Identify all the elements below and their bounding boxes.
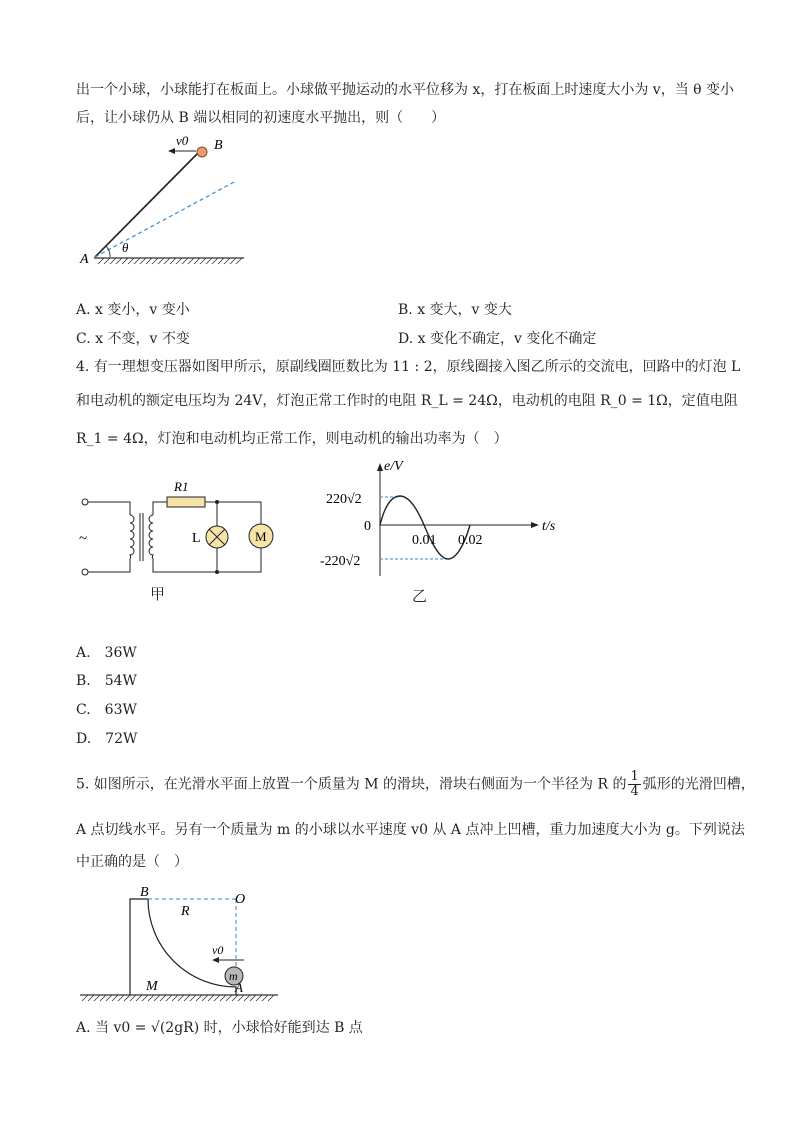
q4-caption-jia: 甲 [150,585,166,603]
q4-label-r1: R1 [174,479,189,494]
q5-text-line2: A 点切线水平。另有一个质量为 m 的小球以水平速度 v0 从 A 点冲上凹槽，重力加速度大小为 g。下列说法 [76,822,745,838]
q4-voltage-graph [318,458,568,588]
q3-figure-incline [78,133,258,268]
q4-graph-tick-002: 0.02 [458,533,483,548]
q4-circuit-diagram [76,473,286,598]
q5-label-v0: v0 [212,943,224,957]
q3-option-b[interactable]: B. x 变大，v 变大 [398,302,512,318]
q5-label-O: O [235,892,246,907]
q3-label-theta: θ [122,240,129,255]
q3-label-v0: v0 [176,133,189,148]
q5-text-line3: 中正确的是（ ） [76,854,188,870]
q4-option-b[interactable]: B. 54W [76,673,137,689]
q4-option-c[interactable]: C. 63W [76,702,137,718]
dashed-board [95,181,236,257]
ball-icon [197,147,207,157]
q5-label-R: R [181,904,190,919]
q5-text-line1b: 弧形的光滑凹槽， [642,776,755,793]
incline-board [95,153,198,257]
q3-option-a[interactable]: A. x 变小，v 变小 [76,302,190,318]
resistor-r1 [167,497,205,507]
sine-curve [380,496,470,559]
q4-graph-ymin: -220√2 [320,554,361,569]
q4-graph-ymax: 220√2 [326,492,362,507]
q5-option-a[interactable]: A. 当 v0 = √(2gR) 时，小球恰好能到达 B 点 [76,1020,363,1036]
q4-text-line3: R_1 = 4Ω，灯泡和电动机均正常工作，则电动机的输出功率为（ ） [76,431,508,447]
q5-label-m: m [229,969,238,983]
q4-graph-xlabel: t/s [542,519,556,534]
q5-label-M: M [146,979,158,994]
q3-text-line2: 后，让小球仍从 B 端以相同的初速度水平抛出，则（ ） [76,110,446,126]
q4-text-line1: 4. 有一理想变压器如图甲所示，原副线圈匝数比为 11 : 2，原线圈接入图乙所示的交流电，回路中的灯泡 L [76,359,741,375]
q5-figure-slider [76,880,286,1010]
q4-graph-tick-001: 0.01 [412,533,437,548]
q3-label-B: B [214,138,223,153]
q4-option-a[interactable]: A. 36W [76,645,137,661]
q4-option-d[interactable]: D. 72W [76,731,138,747]
q4-graph-origin: 0 [364,519,371,534]
q3-text-line1: 出一个小球，小球能打在板面上。小球做平抛运动的水平位移为 x，打在板面上时速度大小为 v，当 θ 变小 [76,82,735,98]
q4-ac-source: ~ [79,531,88,547]
q5-text-line1 [76,770,755,799]
q4-label-lamp: L [192,531,201,546]
q5-text-line1a: 5. 如图所示，在光滑水平面上放置一个质量为 M 的滑块，滑块右侧面为一个半径为 R 的 [76,776,627,793]
q4-caption-yi: 乙 [412,587,428,605]
q4-graph-ylabel: e/V [384,459,403,474]
q5-fraction-quarter: $\frac{1}{4}$ [630,769,639,799]
q3-option-d[interactable]: D. x 变化不确定，v 变化不确定 [398,331,597,347]
q5-label-A: A [235,980,243,995]
q5-label-B: B [140,885,149,900]
q4-label-motor: M [255,529,267,544]
q4-text-line2: 和电动机的额定电压均为 24V，灯泡正常工作时的电阻 R_L = 24Ω，电动机的电阻 R_0 = 1Ω，定值电阻 [76,393,738,409]
q3-option-c[interactable]: C. x 不变，v 不变 [76,331,190,347]
q3-label-A: A [80,252,89,267]
